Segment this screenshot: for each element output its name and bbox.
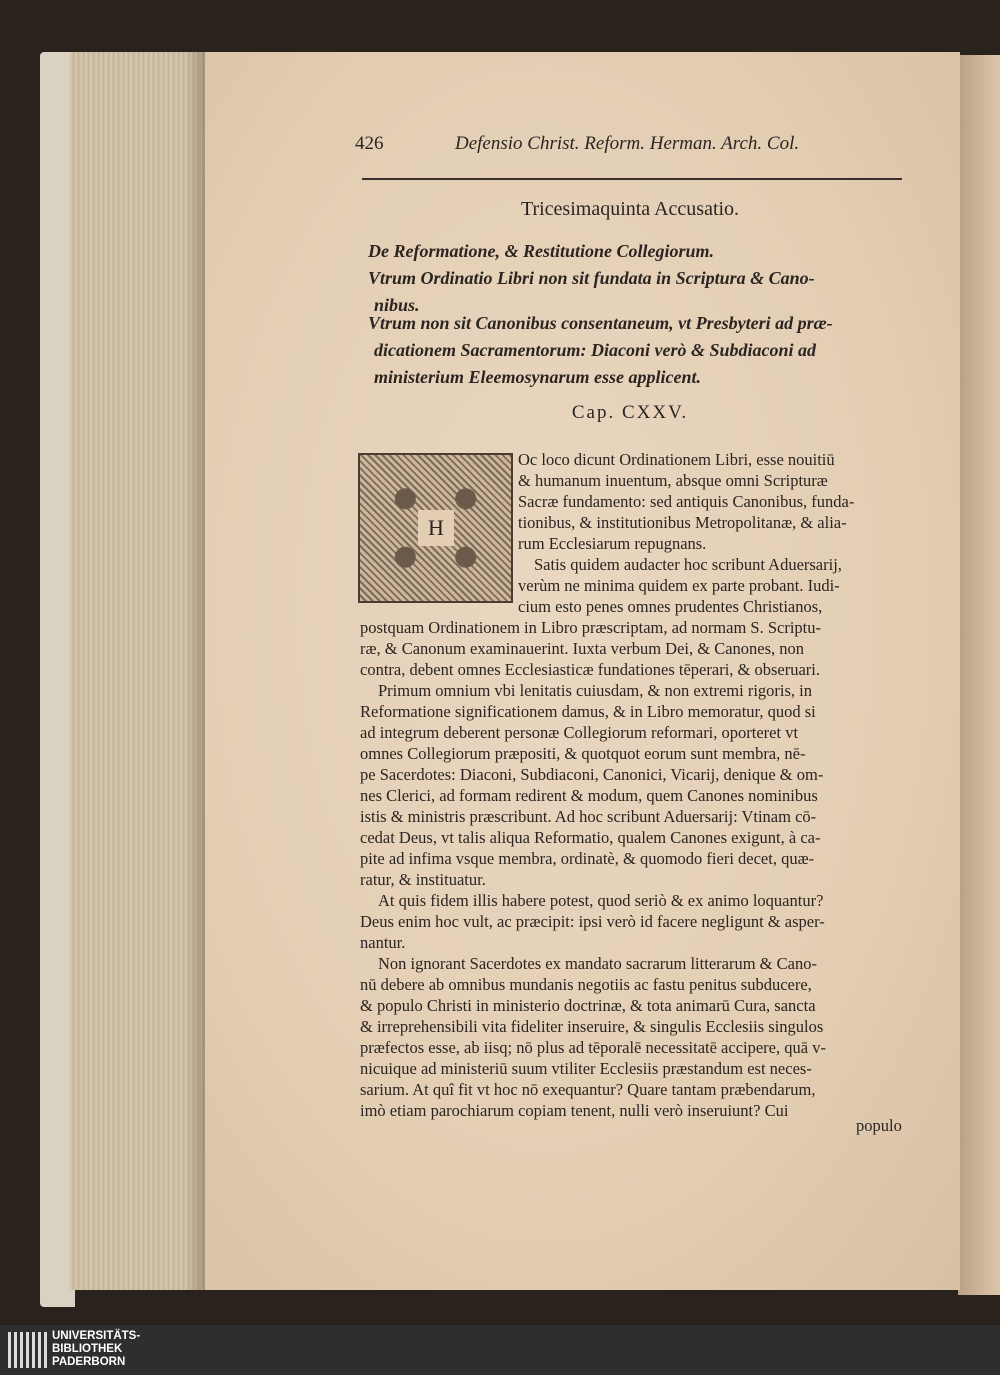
- text-line: Reformatione significationem damus, & in Libro memoratur, quod si: [360, 702, 816, 721]
- text-line: cium esto penes omnes prudentes Christianos,: [518, 597, 823, 616]
- summary-line: De Reformatione, & Restitutione Collegiorum.: [368, 241, 715, 261]
- text-line: ad integrum deberent personæ Collegiorum reformari, oporteret vt: [360, 723, 799, 742]
- running-title: Defensio Christ. Reform. Herman. Arch. Col.: [455, 133, 800, 154]
- library-footer: [0, 1325, 1000, 1375]
- decorated-initial: [358, 453, 513, 603]
- text-line: Non ignorant Sacerdotes ex mandato sacrarum litterarum & Cano-: [378, 954, 817, 973]
- text-line: istis & ministris præscribunt. Ad hoc scribunt Aduersarij: Vtinam cō-: [360, 807, 817, 826]
- chapter-heading: Cap. CXXV.: [571, 402, 689, 423]
- running-head: [355, 133, 915, 163]
- text-line: nū debere ab omnibus mundanis negotiis ac fastu penitus subducere,: [360, 975, 812, 994]
- text-line: Deus enim hoc vult, ac præcipit: ipsi verò id facere negligunt & asper-: [360, 912, 825, 931]
- text-line: ratur, & instituatur.: [360, 870, 486, 889]
- text-line: Satis quidem audacter hoc scribunt Aduersarij,: [534, 555, 842, 574]
- text-line: At quis fidem illis habere potest, quod seriò & ex animo loquantur?: [378, 891, 824, 910]
- page-block-edges: [70, 52, 205, 1290]
- text-line: postquam Ordinationem in Libro præscriptam, ad normam S. Scriptu-: [360, 618, 822, 637]
- text-line: præfectos esse, ab iisq; nō plus ad tēporalē necessitatē accipere, quā v-: [360, 1038, 826, 1057]
- text-line: nantur.: [360, 933, 406, 952]
- text-line: omnes Collegiorum præpositi, & quotquot eorum sunt membra, nē-: [360, 744, 806, 763]
- summary-line: ministerium Eleemosynarum esse applicent.: [374, 367, 702, 387]
- summary-line: dicationem Sacramentorum: Diaconi verò & Subdiaconi ad: [374, 340, 817, 360]
- text-line: Primum omnium vbi lenitatis cuiusdam, & non extremi rigoris, in: [378, 681, 813, 700]
- text-line: & irreprehensibili vita fideliter inseruire, & singulis Ecclesiis singulos: [360, 1017, 824, 1036]
- library-name: [52, 1330, 140, 1369]
- text-line: ræ, & Canonum examinauerint. Iuxta verbum Dei, & Canones, non: [360, 639, 805, 658]
- text-line: verùm ne minima quidem ex parte probant. Iudi-: [518, 576, 840, 595]
- page-number: 426: [355, 133, 384, 154]
- catchword: populo: [856, 1116, 902, 1135]
- text-line: Oc loco dicunt Ordinationem Libri, esse nouitiū: [518, 450, 835, 469]
- text-line: rum Ecclesiarum repugnans.: [518, 534, 707, 553]
- library-name-line: PADERBORN: [52, 1356, 126, 1368]
- library-logo-icon: [8, 1332, 48, 1368]
- text-line: cedat Deus, vt talis aliqua Reformatio, qualem Canones exigunt, à ca-: [360, 828, 821, 847]
- library-name-line: UNIVERSITÄTS-: [52, 1330, 141, 1342]
- text-line: & humanum inuentum, absque omni Scripturæ: [518, 471, 828, 490]
- library-name-line: BIBLIOTHEK: [52, 1343, 123, 1355]
- accusation-title: Tricesimaquinta Accusatio.: [520, 198, 740, 220]
- summary-line: nibus.: [374, 295, 420, 315]
- header-rule: [362, 178, 902, 180]
- text-line: Sacræ fundamento: sed antiquis Canonibus, funda-: [518, 492, 855, 511]
- facing-page-edge: [958, 55, 1000, 1295]
- summary-line: Vtrum non sit Canonibus consentaneum, vt Presbyteri ad præ-: [368, 313, 833, 333]
- text-line: pite ad infima vsque membra, ordinatè, & quomodo fieri decet, quæ-: [360, 849, 815, 868]
- initial-letter: H: [418, 510, 454, 546]
- text-line: & populo Christi in ministerio doctrinæ, & tota animarū Cura, sancta: [360, 996, 816, 1015]
- text-line: tionibus, & institutionibus Metropolitanæ, & alia-: [518, 513, 847, 532]
- text-line: nicuique ad ministeriū suum vtiliter Ecclesiis præstandum est neces-: [360, 1059, 812, 1078]
- text-line: sarium. At quî fit vt hoc nō exequantur? Quare tantam præbendarum,: [360, 1080, 816, 1099]
- text-line: contra, debent omnes Ecclesiasticæ fundationes tēperari, & obseruari.: [360, 660, 821, 679]
- text-line: pe Sacerdotes: Diaconi, Subdiaconi, Canonici, Vicarij, denique & om-: [360, 765, 824, 784]
- summary-line: Vtrum Ordinatio Libri non sit fundata in Scriptura & Cano-: [368, 268, 815, 288]
- text-line: nes Clerici, ad formam redirent & modum, quem Canones nominibus: [360, 786, 818, 805]
- text-line: imò etiam parochiarum copiam tenent, nulli verò inseruiunt? Cui: [360, 1101, 789, 1120]
